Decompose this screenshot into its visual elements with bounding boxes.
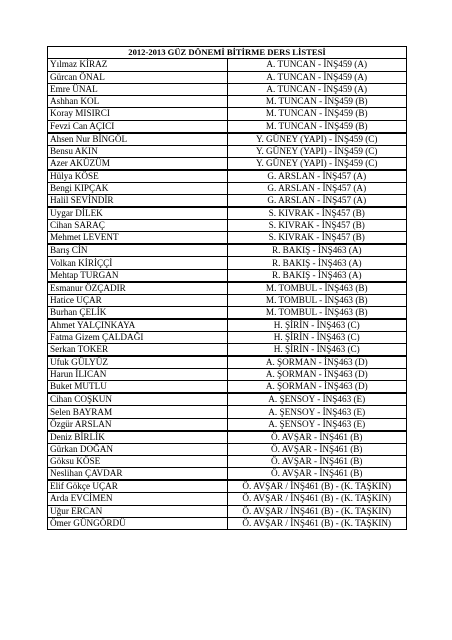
table-row (48, 517, 407, 529)
table-row (48, 232, 407, 245)
table-row (48, 282, 407, 295)
advisor-course-cell: R. BAKIŞ - İNŞ463 (A) (227, 244, 407, 257)
advisor-course-cell: H. ŞİRİN - İNŞ463 (C) (227, 319, 407, 332)
student-name-cell: Ahsen Nur BİNGÖL (48, 133, 228, 146)
title-row (48, 47, 407, 59)
advisor-course-cell: Ö. AVŞAR - İNŞ461 (B) (227, 443, 407, 455)
table-row (48, 108, 407, 120)
table-row (48, 505, 407, 517)
advisor-course-cell: M. TOMBUL - İNŞ463 (B) (227, 282, 407, 295)
advisor-course-cell: S. KIVRAK - İNŞ457 (B) (227, 220, 407, 232)
table-row (48, 455, 407, 467)
student-name-cell: Elif Gökçe UÇAR (48, 480, 228, 493)
advisor-course-cell: M. TUNCAN - İNŞ459 (B) (227, 120, 407, 133)
advisor-course-cell: R. BAKIŞ - İNŞ463 (A) (227, 257, 407, 269)
student-name-cell: Özgür ARSLAN (48, 418, 228, 431)
student-name-cell: Arda EVCİMEN (48, 493, 228, 505)
advisor-course-cell: G. ARSLAN - İNŞ457 (A) (227, 182, 407, 194)
student-name-cell: Bengi KIPÇAK (48, 182, 228, 194)
table-row (48, 468, 407, 481)
table-row (48, 356, 407, 369)
table-row (48, 480, 407, 493)
advisor-course-cell: A. TUNCAN - İNŞ459 (A) (227, 83, 407, 95)
advisor-course-cell: S. KIVRAK - İNŞ457 (B) (227, 232, 407, 245)
advisor-course-cell: G. ARSLAN - İNŞ457 (A) (227, 195, 407, 208)
student-name-cell: Göksu KÖSE (48, 455, 228, 467)
student-name-cell: Selen BAYRAM (48, 406, 228, 418)
advisor-course-cell: Ö. AVŞAR / İNŞ461 (B) - (K. TAŞKIN) (227, 480, 407, 493)
student-name-cell: Barış CİN (48, 244, 228, 257)
advisor-course-cell: A. TUNCAN - İNŞ459 (A) (227, 71, 407, 83)
student-name-cell: Neslihan ÇAVDAR (48, 468, 228, 481)
table-row (48, 157, 407, 170)
table-row (48, 381, 407, 394)
table-row (48, 393, 407, 406)
student-name-cell: Ahmet YALÇINKAYA (48, 319, 228, 332)
student-name-cell: Mehmet LEVENT (48, 232, 228, 245)
advisor-course-cell: Y. GÜNEY (YAPI) - İNŞ459 (C) (227, 145, 407, 157)
student-name-cell: Azer AKÜZÜM (48, 157, 228, 170)
student-name-cell: Burhan ÇELİK (48, 306, 228, 319)
table-row (48, 133, 407, 146)
table-row (48, 120, 407, 133)
student-name-cell: Yılmaz KİRAZ (48, 59, 228, 71)
advisor-course-cell: A. ŞENSOY - İNŞ463 (E) (227, 393, 407, 406)
table-row (48, 369, 407, 381)
table-row (48, 83, 407, 95)
student-name-cell: Emre ÜNAL (48, 83, 228, 95)
advisor-course-cell: M. TOMBUL - İNŞ463 (B) (227, 306, 407, 319)
table-row (48, 269, 407, 282)
table-row (48, 96, 407, 108)
advisor-course-cell: Ö. AVŞAR - İNŞ461 (B) (227, 431, 407, 444)
table-row (48, 406, 407, 418)
advisor-course-cell: A. ŞORMAN - İNŞ463 (D) (227, 356, 407, 369)
advisor-course-cell: Ö. AVŞAR - İNŞ461 (B) (227, 468, 407, 481)
table-row (48, 145, 407, 157)
student-name-cell: Buket MUTLU (48, 381, 228, 394)
student-name-cell: Serkan TOKER (48, 344, 228, 357)
table-row (48, 493, 407, 505)
advisor-course-cell: G. ARSLAN - İNŞ457 (A) (227, 170, 407, 183)
table-row (48, 244, 407, 257)
table-row (48, 257, 407, 269)
student-name-cell: Uğur ERCAN (48, 505, 228, 517)
advisor-course-cell: Ö. AVŞAR / İNŞ461 (B) - (K. TAŞKIN) (227, 517, 407, 529)
student-name-cell: Ashhan KOL (48, 96, 228, 108)
table-row (48, 443, 407, 455)
table-row (48, 418, 407, 431)
advisor-course-cell: A. TUNCAN - İNŞ459 (A) (227, 59, 407, 71)
table-row (48, 294, 407, 306)
course-list-table (47, 46, 407, 530)
student-name-cell: Cihan COŞKUN (48, 393, 228, 406)
student-name-cell: Hatice UÇAR (48, 294, 228, 306)
student-name-cell: Gürcan ÖNAL (48, 71, 228, 83)
student-name-cell: Deniz BİRLİK (48, 431, 228, 444)
advisor-course-cell: H. ŞİRİN - İNŞ463 (C) (227, 331, 407, 343)
student-name-cell: Ufuk GÜLYÜZ (48, 356, 228, 369)
student-name-cell: Ömer GÜNGÖRDÜ (48, 517, 228, 529)
table-row (48, 207, 407, 220)
table-row (48, 170, 407, 183)
advisor-course-cell: Y. GÜNEY (YAPI) - İNŞ459 (C) (227, 133, 407, 146)
advisor-course-cell: S. KIVRAK - İNŞ457 (B) (227, 207, 407, 220)
advisor-course-cell: A. ŞORMAN - İNŞ463 (D) (227, 369, 407, 381)
student-name-cell: Mehtap TURGAN (48, 269, 228, 282)
advisor-course-cell: H. ŞİRİN - İNŞ463 (C) (227, 344, 407, 357)
student-name-cell: Hülya KÖSE (48, 170, 228, 183)
student-name-cell: Cihan SARAÇ (48, 220, 228, 232)
student-name-cell: Bensu AKIN (48, 145, 228, 157)
student-name-cell: Esmanur ÖZÇADIR (48, 282, 228, 295)
student-name-cell: Koray MISIRCI (48, 108, 228, 120)
student-name-cell: Fevzi Can AÇICI (48, 120, 228, 133)
advisor-course-cell: M. TUNCAN - İNŞ459 (B) (227, 96, 407, 108)
table-row (48, 306, 407, 319)
table-row (48, 182, 407, 194)
table-row (48, 220, 407, 232)
advisor-course-cell: A. ŞENSOY - İNŞ463 (E) (227, 406, 407, 418)
student-name-cell: Gürkan DOĞAN (48, 443, 228, 455)
table-row (48, 344, 407, 357)
student-name-cell: Volkan KİRİÇÇİ (48, 257, 228, 269)
sheet-title: 2012-2013 GÜZ DÖNEMİ BİTİRME DERS LİSTESİ (48, 47, 407, 59)
advisor-course-cell: A. ŞORMAN - İNŞ463 (D) (227, 381, 407, 394)
course-list-body (48, 47, 407, 530)
table-row (48, 331, 407, 343)
advisor-course-cell: M. TUNCAN - İNŞ459 (B) (227, 108, 407, 120)
student-name-cell: Halil SEVİNDİR (48, 195, 228, 208)
advisor-course-cell: Ö. AVŞAR / İNŞ461 (B) - (K. TAŞKIN) (227, 505, 407, 517)
student-name-cell: Fatma Gizem ÇALDAĞI (48, 331, 228, 343)
student-name-cell: Harun İLICAN (48, 369, 228, 381)
table-row (48, 431, 407, 444)
table-row (48, 319, 407, 332)
table-row (48, 59, 407, 71)
student-name-cell: Uygar DİLEK (48, 207, 228, 220)
advisor-course-cell: A. ŞENSOY - İNŞ463 (E) (227, 418, 407, 431)
advisor-course-cell: Ö. AVŞAR - İNŞ461 (B) (227, 455, 407, 467)
advisor-course-cell: Ö. AVŞAR / İNŞ461 (B) - (K. TAŞKIN) (227, 493, 407, 505)
table-row (48, 195, 407, 208)
advisor-course-cell: M. TOMBUL - İNŞ463 (B) (227, 294, 407, 306)
table-row (48, 71, 407, 83)
advisor-course-cell: Y. GÜNEY (YAPI) - İNŞ459 (C) (227, 157, 407, 170)
advisor-course-cell: R. BAKIŞ - İNŞ463 (A) (227, 269, 407, 282)
